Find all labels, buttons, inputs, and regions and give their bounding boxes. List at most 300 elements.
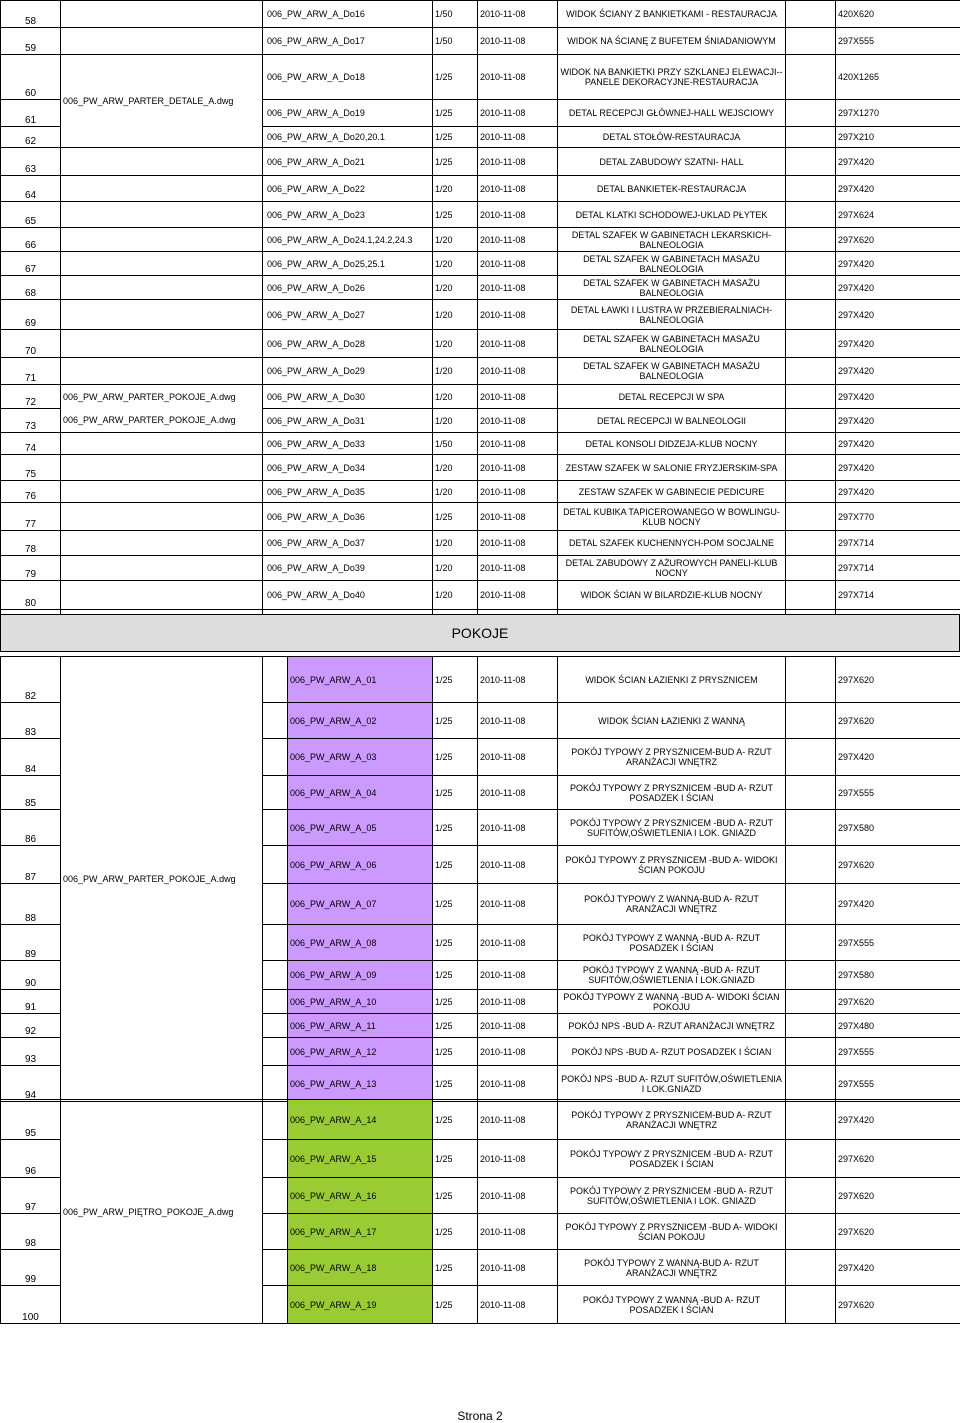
drawing-description: DETAL SZAFEK KUCHENNYCH-POM SOCJALNE bbox=[558, 531, 786, 556]
drawing-size: 297X620 bbox=[836, 228, 960, 252]
spacer bbox=[786, 409, 836, 433]
drawing-scale: 1/25 bbox=[433, 1140, 478, 1178]
drawing-file: 006_PW_ARW_A_Do29 bbox=[263, 358, 433, 385]
drawing-file: 006_PW_ARW_A_Do34 bbox=[263, 455, 433, 481]
drawing-description: POKÓJ TYPOWY Z WANNĄ -BUD A- RZUT POSADZEK I ŚCIAN bbox=[558, 925, 786, 961]
drawing-file: 006_PW_ARW_A_06 bbox=[288, 846, 433, 884]
drawing-date: 2010-11-08 bbox=[478, 739, 558, 776]
dwg-empty bbox=[61, 276, 263, 300]
drawing-description: WIDOK ŚCIANY Z BANKIETKAMI - RESTAURACJA bbox=[558, 1, 786, 28]
row-number: 80 bbox=[1, 581, 61, 610]
spacer bbox=[786, 1178, 836, 1214]
drawing-file: 006_PW_ARW_A_Do33 bbox=[263, 433, 433, 455]
drawing-file: 006_PW_ARW_A_13 bbox=[288, 1066, 433, 1102]
row-number: 76 bbox=[1, 481, 61, 503]
dwg-filename: 006_PW_ARW_PARTER_POKOJE_A.dwg bbox=[61, 385, 263, 409]
drawing-description: POKÓJ NPS -BUD A- RZUT ARANŻACJI WNĘTRZ bbox=[558, 1014, 786, 1038]
spacer bbox=[786, 127, 836, 148]
drawing-file: 006_PW_ARW_A_Do37 bbox=[263, 531, 433, 556]
drawing-size: 420X620 bbox=[836, 1, 960, 28]
drawing-size: 297X420 bbox=[836, 1250, 960, 1286]
drawing-size: 297X714 bbox=[836, 531, 960, 556]
drawing-file: 006_PW_ARW_A_Do27 bbox=[263, 300, 433, 330]
spacer bbox=[786, 252, 836, 276]
dwg-empty bbox=[61, 330, 263, 358]
parter-pokoje-register bbox=[0, 656, 960, 1102]
row-number: 59 bbox=[1, 28, 61, 55]
drawing-date: 2010-11-08 bbox=[478, 1100, 558, 1140]
drawing-date: 2010-11-08 bbox=[478, 1140, 558, 1178]
drawing-date: 2010-11-08 bbox=[478, 276, 558, 300]
table-row bbox=[1, 300, 960, 330]
drawing-date: 2010-11-08 bbox=[478, 28, 558, 55]
spacer bbox=[786, 846, 836, 884]
drawing-size: 297X620 bbox=[836, 703, 960, 739]
table-row bbox=[1, 202, 960, 228]
drawing-scale: 1/25 bbox=[433, 100, 478, 127]
table-row bbox=[1, 581, 960, 610]
spacer bbox=[786, 433, 836, 455]
drawing-scale: 1/20 bbox=[433, 228, 478, 252]
drawing-size: 297X620 bbox=[836, 1140, 960, 1178]
drawing-date: 2010-11-08 bbox=[478, 433, 558, 455]
drawing-scale: 1/25 bbox=[433, 1286, 478, 1324]
dwg-filename-cont: 006_PW_ARW_PARTER_POKOJE_A.dwg bbox=[61, 409, 263, 433]
row-number: 67 bbox=[1, 252, 61, 276]
dwg-empty bbox=[61, 148, 263, 176]
drawing-date: 2010-11-08 bbox=[478, 176, 558, 202]
dwg-filename: 006_PW_ARW_PIĘTRO_POKOJE_A.dwg bbox=[63, 1206, 234, 1217]
drawing-file: 006_PW_ARW_A_Do16 bbox=[263, 1, 433, 28]
drawing-size: 297X210 bbox=[836, 127, 960, 148]
drawing-description: DETAL SZAFEK W GABINETACH MASAŻU BALNEOLOGIA bbox=[558, 330, 786, 358]
spacer bbox=[786, 481, 836, 503]
drawing-size: 297X420 bbox=[836, 481, 960, 503]
dwg-empty bbox=[61, 202, 263, 228]
drawing-file: 006_PW_ARW_A_17 bbox=[288, 1214, 433, 1250]
drawing-scale: 1/25 bbox=[433, 1066, 478, 1102]
pietro-pokoje-register bbox=[0, 1099, 960, 1324]
top-register bbox=[0, 0, 960, 632]
gap-cell bbox=[263, 1286, 288, 1324]
table-row bbox=[1, 330, 960, 358]
drawing-date: 2010-11-08 bbox=[478, 1014, 558, 1038]
drawing-date: 2010-11-08 bbox=[478, 202, 558, 228]
spacer bbox=[786, 455, 836, 481]
dwg-empty bbox=[61, 252, 263, 276]
row-number: 77 bbox=[1, 503, 61, 531]
drawing-size: 420X1265 bbox=[836, 55, 960, 100]
drawing-scale: 1/20 bbox=[433, 581, 478, 610]
dwg-empty bbox=[61, 481, 263, 503]
drawing-scale: 1/20 bbox=[433, 455, 478, 481]
drawing-file: 006_PW_ARW_A_Do19 bbox=[263, 100, 433, 127]
drawing-scale: 1/25 bbox=[433, 884, 478, 925]
drawing-date: 2010-11-08 bbox=[478, 481, 558, 503]
row-number: 85 bbox=[1, 776, 61, 810]
dwg-empty bbox=[61, 581, 263, 610]
dwg-empty bbox=[61, 1, 263, 28]
table-row bbox=[1, 481, 960, 503]
drawing-description: DETAL BANKIETEK-RESTAURACJA bbox=[558, 176, 786, 202]
table-row bbox=[1, 228, 960, 252]
gap-cell bbox=[263, 1178, 288, 1214]
drawing-date: 2010-11-08 bbox=[478, 703, 558, 739]
row-number: 78 bbox=[1, 531, 61, 556]
parter-pokoje-table bbox=[0, 656, 960, 1102]
drawing-scale: 1/20 bbox=[433, 556, 478, 581]
drawing-description: DETAL SZAFEK W GABINETACH MASAŻU BALNEOLOGIA bbox=[558, 358, 786, 385]
drawing-description: DETAL RECEPCJI GŁÓWNEJ-HALL WEJSCIOWY bbox=[558, 100, 786, 127]
drawing-scale: 1/25 bbox=[433, 503, 478, 531]
row-number: 60 bbox=[1, 55, 61, 100]
drawing-description: WIDOK ŚCIAN ŁAZIENKI Z PRYSZNICEM bbox=[558, 657, 786, 703]
drawing-scale: 1/25 bbox=[433, 127, 478, 148]
drawing-date: 2010-11-08 bbox=[478, 358, 558, 385]
drawing-file: 006_PW_ARW_A_Do31 bbox=[263, 409, 433, 433]
drawing-size: 297X420 bbox=[836, 276, 960, 300]
table-row bbox=[1, 455, 960, 481]
drawing-file: 006_PW_ARW_A_14 bbox=[288, 1100, 433, 1140]
drawing-description: DETAL KLATKI SCHODOWEJ-UKLAD PŁYTEK bbox=[558, 202, 786, 228]
spacer bbox=[786, 358, 836, 385]
drawing-size: 297X420 bbox=[836, 1100, 960, 1140]
drawing-file: 006_PW_ARW_A_18 bbox=[288, 1250, 433, 1286]
spacer bbox=[786, 148, 836, 176]
spacer bbox=[786, 55, 836, 100]
drawing-description: POKÓJ TYPOWY Z WANNĄ-BUD A- RZUT ARANŻACJI WNĘTRZ bbox=[558, 1250, 786, 1286]
drawing-description: POKÓJ TYPOWY Z PRYSZNICEM -BUD A- RZUT POSADZEK I ŚCIAN bbox=[558, 1140, 786, 1178]
drawing-date: 2010-11-08 bbox=[478, 503, 558, 531]
spacer bbox=[786, 961, 836, 990]
section-title-pokoje: POKOJE bbox=[0, 614, 960, 652]
spacer bbox=[786, 1140, 836, 1178]
dwg-filename: 006_PW_ARW_PARTER_POKOJE_A.dwg bbox=[63, 874, 236, 884]
drawing-file: 006_PW_ARW_A_Do39 bbox=[263, 556, 433, 581]
drawing-scale: 1/25 bbox=[433, 1100, 478, 1140]
dwg-empty bbox=[61, 556, 263, 581]
row-number: 65 bbox=[1, 202, 61, 228]
drawing-file: 006_PW_ARW_A_05 bbox=[288, 810, 433, 846]
drawing-size: 297X555 bbox=[836, 776, 960, 810]
drawing-date: 2010-11-08 bbox=[478, 884, 558, 925]
drawing-scale: 1/50 bbox=[433, 1, 478, 28]
spacer bbox=[786, 228, 836, 252]
drawing-size: 297X420 bbox=[836, 252, 960, 276]
row-number: 58 bbox=[1, 1, 61, 28]
drawing-description: DETAL SZAFEK W GABINETACH MASAŻU BALNEOLOGIA bbox=[558, 252, 786, 276]
drawing-description: DETAL ZABUDOWY SZATNI- HALL bbox=[558, 148, 786, 176]
drawing-file: 006_PW_ARW_A_15 bbox=[288, 1140, 433, 1178]
drawing-size: 297X714 bbox=[836, 556, 960, 581]
drawing-date: 2010-11-08 bbox=[478, 148, 558, 176]
table-row bbox=[1, 657, 960, 703]
table-row bbox=[1, 55, 960, 100]
row-number: 89 bbox=[1, 925, 61, 961]
drawing-file: 006_PW_ARW_A_16 bbox=[288, 1178, 433, 1214]
row-number: 87 bbox=[1, 846, 61, 884]
dwg-empty bbox=[61, 433, 263, 455]
drawing-size: 297X420 bbox=[836, 433, 960, 455]
gap-cell bbox=[263, 925, 288, 961]
drawing-date: 2010-11-08 bbox=[478, 55, 558, 100]
drawing-file: 006_PW_ARW_A_Do28 bbox=[263, 330, 433, 358]
drawing-date: 2010-11-08 bbox=[478, 925, 558, 961]
drawing-size: 297X420 bbox=[836, 176, 960, 202]
drawing-size: 297X580 bbox=[836, 961, 960, 990]
drawing-description: POKÓJ TYPOWY Z PRYSZNICEM -BUD A- WIDOKI ŚCIAN POKOJU bbox=[558, 1214, 786, 1250]
dwg-empty bbox=[61, 531, 263, 556]
row-number: 88 bbox=[1, 884, 61, 925]
drawing-description: POKÓJ TYPOWY Z WANNĄ -BUD A- WIDOKI ŚCIAN POKOJU bbox=[558, 990, 786, 1014]
drawing-description: WIDOK NA BANKIETKI PRZY SZKLANEJ ELEWACJI--PANELE DEKORACYJNE-RESTAURACJA bbox=[558, 55, 786, 100]
drawing-description: DETAL KONSOLI DIDZEJA-KLUB NOCNY bbox=[558, 433, 786, 455]
row-number: 68 bbox=[1, 276, 61, 300]
drawing-scale: 1/25 bbox=[433, 657, 478, 703]
drawing-size: 297X555 bbox=[836, 1038, 960, 1066]
drawing-size: 297X420 bbox=[836, 884, 960, 925]
drawing-file: 006_PW_ARW_A_Do17 bbox=[263, 28, 433, 55]
drawing-scale: 1/25 bbox=[433, 1214, 478, 1250]
drawing-scale: 1/20 bbox=[433, 252, 478, 276]
table-row bbox=[1, 276, 960, 300]
drawing-size: 297X420 bbox=[836, 385, 960, 409]
spacer bbox=[786, 503, 836, 531]
drawing-scale: 1/25 bbox=[433, 846, 478, 884]
gap-cell bbox=[263, 657, 288, 703]
drawing-date: 2010-11-08 bbox=[478, 657, 558, 703]
spacer bbox=[786, 556, 836, 581]
drawing-scale: 1/20 bbox=[433, 531, 478, 556]
spacer bbox=[786, 1014, 836, 1038]
row-number: 71 bbox=[1, 358, 61, 385]
drawing-date: 2010-11-08 bbox=[478, 330, 558, 358]
spacer bbox=[786, 1066, 836, 1102]
row-number: 94 bbox=[1, 1066, 61, 1102]
detale-table bbox=[0, 0, 960, 632]
drawing-date: 2010-11-08 bbox=[478, 961, 558, 990]
drawing-size: 297X714 bbox=[836, 581, 960, 610]
dwg-filename: 006_PW_ARW_PARTER_DETALE_A.dwg bbox=[61, 55, 263, 148]
drawing-size: 297X555 bbox=[836, 925, 960, 961]
drawing-description: WIDOK ŚCIAN ŁAZIENKI Z WANNĄ bbox=[558, 703, 786, 739]
row-number: 79 bbox=[1, 556, 61, 581]
drawing-date: 2010-11-08 bbox=[478, 810, 558, 846]
drawing-file: 006_PW_ARW_A_Do25,25.1 bbox=[263, 252, 433, 276]
drawing-date: 2010-11-08 bbox=[478, 556, 558, 581]
row-number: 100 bbox=[1, 1286, 61, 1324]
drawing-file: 006_PW_ARW_A_Do26 bbox=[263, 276, 433, 300]
drawing-size: 297X420 bbox=[836, 409, 960, 433]
drawing-scale: 1/25 bbox=[433, 703, 478, 739]
drawing-file: 006_PW_ARW_A_Do36 bbox=[263, 503, 433, 531]
table-row bbox=[1, 385, 960, 409]
spacer bbox=[786, 330, 836, 358]
drawing-size: 297X420 bbox=[836, 330, 960, 358]
drawing-description: POKÓJ TYPOWY Z PRYSZNICEM-BUD A- RZUT ARANŻACJI WNĘTRZ bbox=[558, 739, 786, 776]
drawing-size: 297X420 bbox=[836, 148, 960, 176]
drawing-scale: 1/25 bbox=[433, 1178, 478, 1214]
gap-cell bbox=[263, 1066, 288, 1102]
drawing-file: 006_PW_ARW_A_04 bbox=[288, 776, 433, 810]
drawing-file: 006_PW_ARW_A_Do21 bbox=[263, 148, 433, 176]
drawing-size: 297X580 bbox=[836, 810, 960, 846]
row-number: 75 bbox=[1, 455, 61, 481]
dwg-empty bbox=[61, 176, 263, 202]
drawing-scale: 1/25 bbox=[433, 202, 478, 228]
drawing-size: 297X620 bbox=[836, 657, 960, 703]
row-number: 86 bbox=[1, 810, 61, 846]
spacer bbox=[786, 703, 836, 739]
drawing-file: 006_PW_ARW_A_07 bbox=[288, 884, 433, 925]
row-number: 64 bbox=[1, 176, 61, 202]
drawing-description: POKÓJ TYPOWY Z WANNĄ-BUD A- RZUT ARANŻACJI WNĘTRZ bbox=[558, 884, 786, 925]
spacer bbox=[786, 990, 836, 1014]
drawing-scale: 1/20 bbox=[433, 300, 478, 330]
drawing-file: 006_PW_ARW_A_19 bbox=[288, 1286, 433, 1324]
drawing-date: 2010-11-08 bbox=[478, 1214, 558, 1250]
drawing-size: 297X770 bbox=[836, 503, 960, 531]
drawing-scale: 1/25 bbox=[433, 776, 478, 810]
drawing-file: 006_PW_ARW_A_02 bbox=[288, 703, 433, 739]
drawing-scale: 1/25 bbox=[433, 1014, 478, 1038]
row-number: 90 bbox=[1, 961, 61, 990]
drawing-date: 2010-11-08 bbox=[478, 455, 558, 481]
drawing-file: 006_PW_ARW_A_Do20,20.1 bbox=[263, 127, 433, 148]
drawing-scale: 1/20 bbox=[433, 385, 478, 409]
gap-cell bbox=[263, 846, 288, 884]
row-number: 97 bbox=[1, 1178, 61, 1214]
spacer bbox=[786, 1100, 836, 1140]
drawing-scale: 1/50 bbox=[433, 433, 478, 455]
table-row bbox=[1, 28, 960, 55]
table-row bbox=[1, 358, 960, 385]
dwg-cell bbox=[61, 657, 263, 1102]
spacer bbox=[786, 776, 836, 810]
spacer bbox=[786, 385, 836, 409]
row-number: 84 bbox=[1, 739, 61, 776]
drawing-file: 006_PW_ARW_A_Do35 bbox=[263, 481, 433, 503]
drawing-date: 2010-11-08 bbox=[478, 385, 558, 409]
table-row bbox=[1, 1100, 960, 1140]
drawing-description: POKÓJ TYPOWY Z PRYSZNICEM -BUD A- WIDOKI ŚCIAN POKOJU bbox=[558, 846, 786, 884]
drawing-file: 006_PW_ARW_A_03 bbox=[288, 739, 433, 776]
spacer bbox=[786, 657, 836, 703]
drawing-date: 2010-11-08 bbox=[478, 1, 558, 28]
spacer bbox=[786, 1286, 836, 1324]
drawing-description: WIDOK NA ŚCIANĘ Z BUFETEM ŚNIADANIOWYM bbox=[558, 28, 786, 55]
drawing-description: DETAL ŁAWKI I LUSTRA W PRZEBIERALNIACH-BALNEOLOGIA bbox=[558, 300, 786, 330]
drawing-description: POKÓJ TYPOWY Z PRYSZNICEM-BUD A- RZUT ARANŻACJI WNĘTRZ bbox=[558, 1100, 786, 1140]
drawing-file: 006_PW_ARW_A_12 bbox=[288, 1038, 433, 1066]
drawing-size: 297X420 bbox=[836, 739, 960, 776]
spacer bbox=[786, 739, 836, 776]
drawing-file: 006_PW_ARW_A_Do22 bbox=[263, 176, 433, 202]
gap-cell bbox=[263, 1038, 288, 1066]
row-number: 92 bbox=[1, 1014, 61, 1038]
drawing-scale: 1/25 bbox=[433, 990, 478, 1014]
drawing-scale: 1/20 bbox=[433, 409, 478, 433]
dwg-empty bbox=[61, 28, 263, 55]
row-number: 95 bbox=[1, 1100, 61, 1140]
drawing-description: POKÓJ TYPOWY Z WANNĄ -BUD A- RZUT POSADZEK I ŚCIAN bbox=[558, 1286, 786, 1324]
drawing-scale: 1/20 bbox=[433, 330, 478, 358]
drawing-description: DETAL KUBIKA TAPICEROWANEGO W BOWLINGU-KLUB NOCNY bbox=[558, 503, 786, 531]
drawing-scale: 1/25 bbox=[433, 739, 478, 776]
drawing-scale: 1/25 bbox=[433, 55, 478, 100]
row-number: 63 bbox=[1, 148, 61, 176]
drawing-scale: 1/25 bbox=[433, 1250, 478, 1286]
drawing-description: DETAL SZAFEK W GABINETACH LEKARSKICH-BALNEOLOGIA bbox=[558, 228, 786, 252]
drawing-scale: 1/25 bbox=[433, 961, 478, 990]
drawing-date: 2010-11-08 bbox=[478, 127, 558, 148]
drawing-size: 297X624 bbox=[836, 202, 960, 228]
drawing-scale: 1/20 bbox=[433, 481, 478, 503]
spacer bbox=[786, 176, 836, 202]
drawing-date: 2010-11-08 bbox=[478, 531, 558, 556]
row-number: 70 bbox=[1, 330, 61, 358]
spacer bbox=[786, 810, 836, 846]
drawing-size: 297X620 bbox=[836, 990, 960, 1014]
spacer bbox=[786, 581, 836, 610]
drawing-description: DETAL SZAFEK W GABINETACH MASAŻU BALNEOLOGIA bbox=[558, 276, 786, 300]
spacer bbox=[786, 531, 836, 556]
drawing-description: POKÓJ TYPOWY Z PRYSZNICEM -BUD A- RZUT POSADZEK I ŚCIAN bbox=[558, 776, 786, 810]
table-row bbox=[1, 252, 960, 276]
drawing-file: 006_PW_ARW_A_Do30 bbox=[263, 385, 433, 409]
drawing-description: DETAL RECEPCJI W SPA bbox=[558, 385, 786, 409]
row-number: 72 bbox=[1, 385, 61, 409]
dwg-empty bbox=[61, 358, 263, 385]
drawing-scale: 1/25 bbox=[433, 925, 478, 961]
drawing-description: POKÓJ NPS -BUD A- RZUT POSADZEK I ŚCIAN bbox=[558, 1038, 786, 1066]
table-row bbox=[1, 409, 960, 433]
gap-cell bbox=[263, 1250, 288, 1286]
drawing-description: DETAL ZABUDOWY Z AŻUROWYCH PANELI-KLUB NOCNY bbox=[558, 556, 786, 581]
row-number: 61 bbox=[1, 100, 61, 127]
drawing-file: 006_PW_ARW_A_11 bbox=[288, 1014, 433, 1038]
spacer bbox=[786, 1250, 836, 1286]
gap-cell bbox=[263, 1214, 288, 1250]
gap-cell bbox=[263, 1014, 288, 1038]
drawing-scale: 1/25 bbox=[433, 148, 478, 176]
table-row bbox=[1, 148, 960, 176]
row-number: 62 bbox=[1, 127, 61, 148]
drawing-size: 297X1270 bbox=[836, 100, 960, 127]
table-row bbox=[1, 531, 960, 556]
spacer bbox=[786, 1038, 836, 1066]
drawing-description: ZESTAW SZAFEK W GABINECIE PEDICURE bbox=[558, 481, 786, 503]
drawing-date: 2010-11-08 bbox=[478, 1178, 558, 1214]
gap-cell bbox=[263, 884, 288, 925]
drawing-file: 006_PW_ARW_A_09 bbox=[288, 961, 433, 990]
drawing-description: DETAL STOŁÓW-RESTAURACJA bbox=[558, 127, 786, 148]
row-number: 96 bbox=[1, 1140, 61, 1178]
drawing-size: 297X555 bbox=[836, 1066, 960, 1102]
drawing-description: POKÓJ NPS -BUD A- RZUT SUFITÓW,OŚWIETLENIA I LOK.GNIAZD bbox=[558, 1066, 786, 1102]
row-number: 66 bbox=[1, 228, 61, 252]
pietro-pokoje-table bbox=[0, 1099, 960, 1324]
drawing-date: 2010-11-08 bbox=[478, 1038, 558, 1066]
drawing-date: 2010-11-08 bbox=[478, 581, 558, 610]
drawing-date: 2010-11-08 bbox=[478, 1066, 558, 1102]
spacer bbox=[786, 925, 836, 961]
table-row bbox=[1, 556, 960, 581]
table-row bbox=[1, 503, 960, 531]
drawing-description: POKÓJ TYPOWY Z PRYSZNICEM -BUD A- RZUT SUFITÓW,OŚWIETLENIA I LOK. GNIAZD bbox=[558, 810, 786, 846]
spacer bbox=[786, 300, 836, 330]
drawing-description: POKÓJ TYPOWY Z WANNĄ -BUD A- RZUT SUFITÓW,OŚWIETLENIA I LOK.GNIAZD bbox=[558, 961, 786, 990]
